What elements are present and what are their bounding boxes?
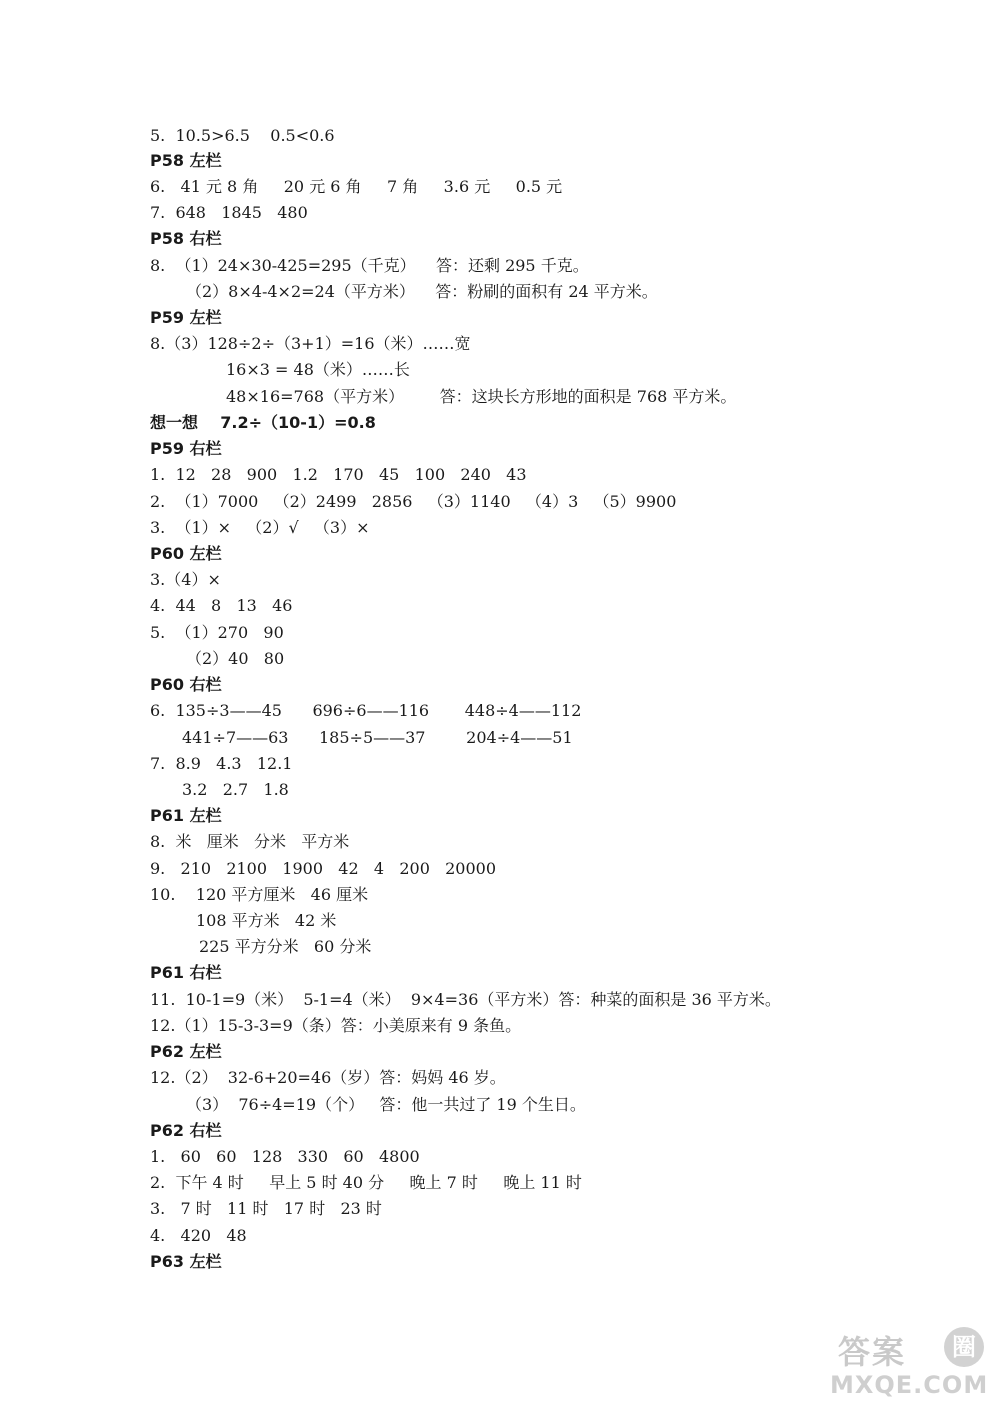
- section-heading-p62-right: P62 右栏: [150, 1121, 222, 1140]
- answer-line-7-row2: 3.2 2.7 1.8: [182, 780, 289, 799]
- answer-line-p62-4: 4. 420 48: [150, 1226, 247, 1245]
- answer-line-6-row1: 6. 135÷3——45 696÷6——116 448÷4——112: [150, 701, 582, 720]
- answer-line-8-2: （2）8×4-4×2=24（平方米） 答：粉刷的面积有 24 平方米。: [186, 282, 658, 301]
- answer-line-5-1: 5. （1）270 90: [150, 623, 284, 642]
- section-heading-p59-left: P59 左栏: [150, 308, 222, 327]
- answer-line-5: 5. 10.5>6.5 0.5<0.6: [150, 126, 335, 145]
- answer-line-10-row1: 10. 120 平方厘米 46 厘米: [150, 885, 369, 904]
- answer-line-8-3: 8.（3）128÷2÷（3+1）=16（米）……宽: [150, 334, 471, 353]
- watermark-answer-text: 答案: [838, 1333, 907, 1371]
- site-watermark-logo: [830, 1327, 990, 1402]
- answer-line-8-units: 8. 米 厘米 分米 平方米: [150, 832, 350, 851]
- think-about-it-line: 想一想 7.2÷（10-1）=0.8: [150, 413, 376, 432]
- section-heading-p60-left: P60 左栏: [150, 544, 222, 563]
- answer-line-8-3-area: 48×16=768（平方米） 答：这块长方形地的面积是 768 平方米。: [226, 387, 737, 406]
- answer-line-p62-3: 3. 7 时 11 时 17 时 23 时: [150, 1199, 382, 1218]
- answer-line-11: 11. 10-1=9（米） 5-1=4（米） 9×4=36（平方米）答：种菜的面积是 36 平方米。: [150, 990, 781, 1009]
- answer-line-p62-1: 1. 60 60 128 330 60 4800: [150, 1147, 420, 1166]
- answer-line-12-1: 12.（1）15-3-3=9（条）答：小美原来有 9 条鱼。: [150, 1016, 522, 1035]
- answer-line-8-1: 8. （1）24×30-425=295（千克） 答：还剩 295 千克。: [150, 256, 589, 275]
- section-heading-p59-right: P59 右栏: [150, 439, 222, 458]
- answer-line-6-row2: 441÷7——63 185÷5——37 204÷4——51: [182, 728, 573, 747]
- answer-line-6: 6. 41 元 8 角 20 元 6 角 7 角 3.6 元 0.5 元: [150, 177, 563, 196]
- answer-line-10-row2: 108 平方米 42 米: [196, 911, 337, 930]
- answer-line-8-3-length: 16×3 = 48（米）……长: [226, 360, 410, 379]
- answer-line-3-4: 3.（4）×: [150, 570, 221, 589]
- answer-line-9: 9. 210 2100 1900 42 4 200 20000: [150, 859, 497, 878]
- section-heading-p60-right: P60 右栏: [150, 675, 222, 694]
- answer-line-1: 1. 12 28 900 1.2 170 45 100 240 43: [150, 465, 527, 484]
- answer-line-4: 4. 44 8 13 46: [150, 596, 293, 615]
- section-heading-p63-left: P63 左栏: [150, 1252, 222, 1271]
- section-heading-p62-left: P62 左栏: [150, 1042, 222, 1061]
- answer-line-5-2: （2）40 80: [186, 649, 285, 668]
- answer-line-12-3: （3） 76÷4=19（个） 答：他一共过了 19 个生日。: [186, 1095, 586, 1114]
- answer-line-7: 7. 648 1845 480: [150, 203, 308, 222]
- section-heading-p61-left: P61 左栏: [150, 806, 222, 825]
- answer-line-12-2: 12.（2） 32-6+20=46（岁）答：妈妈 46 岁。: [150, 1068, 506, 1087]
- watermark-circle-badge: 圈: [944, 1327, 984, 1367]
- answer-line-3: 3. （1）× （2）√ （3）×: [150, 518, 370, 537]
- section-heading-p58-left: P58 左栏: [150, 151, 222, 170]
- section-heading-p61-right: P61 右栏: [150, 963, 222, 982]
- watermark-url-text: MXQE.COM: [830, 1371, 989, 1399]
- answer-line-10-row3: 225 平方分米 60 分米: [199, 937, 372, 956]
- section-heading-p58-right: P58 右栏: [150, 229, 222, 248]
- answer-line-p62-2: 2. 下午 4 时 早上 5 时 40 分 晚上 7 时 晚上 11 时: [150, 1173, 582, 1192]
- answer-line-2: 2. （1）7000 （2）2499 2856 （3）1140 （4）3 （5）9900: [150, 492, 677, 511]
- answer-line-7-row1: 7. 8.9 4.3 12.1: [150, 754, 293, 773]
